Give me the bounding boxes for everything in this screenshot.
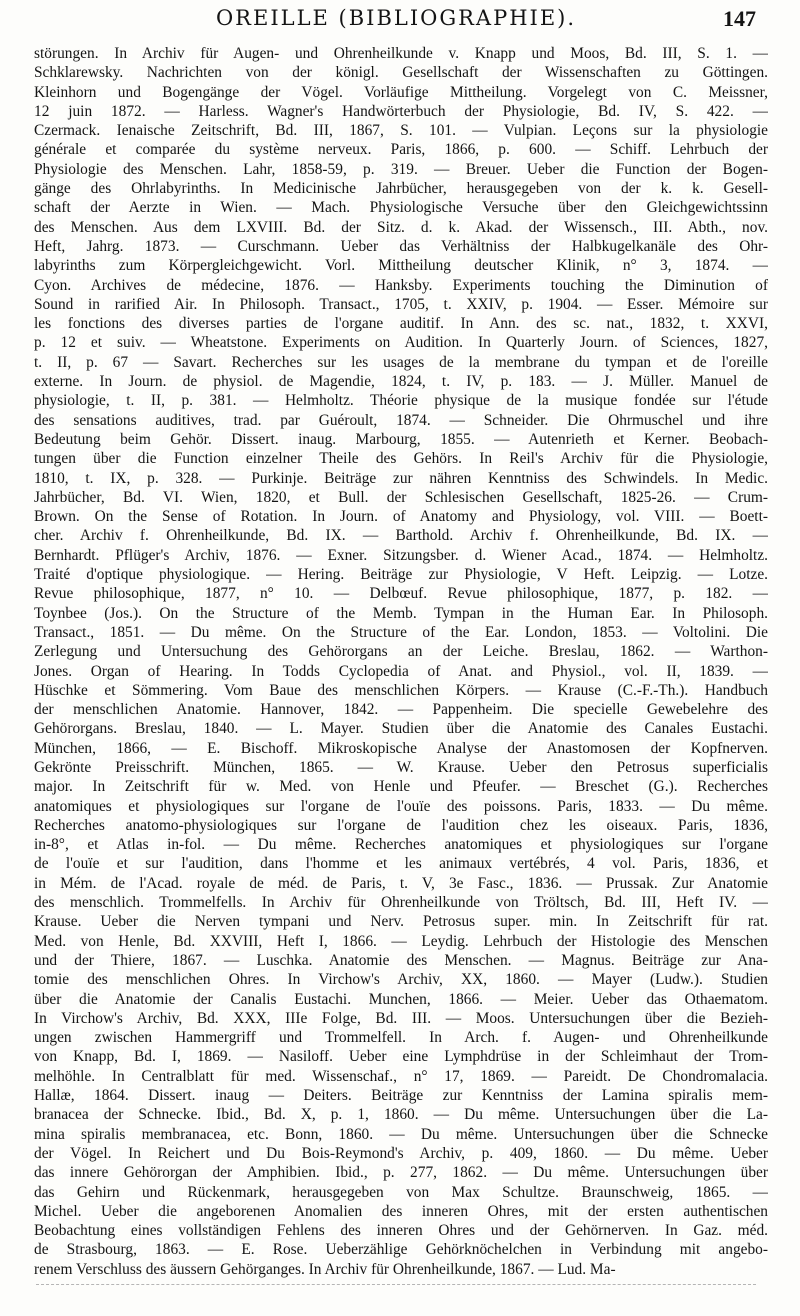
text-line: Gehörorgans. Breslau, 1840. — L. Mayer. Studien über die Anatomie des Canales Eustachi. xyxy=(34,720,768,738)
text-line: major. In Zeitschrift für w. Med. von Henle und Pfeufer. — Breschet (G.). Recherches xyxy=(34,778,768,796)
text-line: Gekrönte Preisschrift. München, 1865. — W. Krause. Ueber den Petrosus superficialis xyxy=(34,758,768,776)
text-line: Sound in rarified Air. In Philosoph. Transact., 1705, t. XXIV, p. 1904. — Esser. Mémoire sur xyxy=(34,295,768,313)
text-line: in-8°, et Atlas in-fol. — Du même. Recherches anatomiques et physiologiques sur l'organe xyxy=(34,836,768,854)
text-line: t. II, p. 67 — Savart. Recherches sur les usages de la membrane du tympan et de l'oreille xyxy=(34,353,768,371)
text-line: tungen über die Function einzelner Theile des Gehörs. In Reil's Archiv für die Physiologie, xyxy=(34,450,768,468)
text-line: ungen zwischen Hammergriff und Trommelfell. In Arch. f. Augen- und Ohrenheilkunde xyxy=(34,1029,768,1047)
text-line: externe. In Journ. de physiol. de Magendie, 1824, t. IV, p. 183. — J. Müller. Manuel de xyxy=(34,373,768,391)
text-line: Transact., 1851. — Du même. On the Structure of the Ear. London, 1853. — Voltolini. Die xyxy=(34,623,768,641)
text-line: störungen. In Archiv für Augen- und Ohrenheilkunde v. Knapp und Moos, Bd. III, S. 1. — xyxy=(34,45,768,62)
text-line: Recherches anatomo-physiologiques sur l'organe de l'audition chez les oiseaux. Paris, 1836, xyxy=(34,816,768,834)
text-line: des menschlich. Trommelfells. In Archiv für Ohrenheilkunde von Tröltsch, Bd. III, Heft IV. — xyxy=(34,894,768,912)
text-line: gänge des Ohrlabyrinths. In Medicinische Jahrbücher, herausgegeben von der k. k. Gesell- xyxy=(34,180,768,198)
bibliography-text xyxy=(34,44,768,1279)
text-line: Michel. Ueber die angeborenen Anomalien des inneren Ohres, mit der ersten authentischen xyxy=(34,1202,768,1220)
text-line: de l'ouïe et sur l'audition, dans l'homme et les animaux vertébrés, 4 vol. Paris, 1836, et xyxy=(34,855,768,873)
text-line: 1810, t. IX, p. 328. — Purkinje. Beiträge zur nähren Kenntniss des Schwindels. In Medic. xyxy=(34,469,768,487)
text-line: Zerlegung und Untersuchung des Gehörorgans an der Leiche. Breslau, 1862. — Warthon- xyxy=(34,643,768,661)
text-line: in Mém. de l'Acad. royale de méd. de Paris, t. V, 3e Fasc., 1836. — Prussak. Zur Anatomie xyxy=(34,874,768,892)
running-title: OREILLE (BIBLIOGRAPHIE). xyxy=(215,6,577,30)
text-line: des Menschen. Aus dem LXVIII. Bd. der Sitz. d. k. Akad. der Wissensch., III. Abth., nov. xyxy=(34,218,768,236)
text-line: von Knapp, Bd. I, 1869. — Nasiloff. Ueber eine Lymphdrüse in der Schleimhaut der Trom- xyxy=(34,1048,768,1066)
text-line: renem Verschluss des äussern Gehörganges. In Archiv für Ohrenheilkunde, 1867. — Lud. Ma- xyxy=(34,1260,616,1278)
text-line: Kleinhorn und Bogengänge der Vögel. Vorläufige Mittheilung. Vorgelegt von C. Meissner, xyxy=(34,83,768,101)
text-line: de Strasbourg, 1863. — E. Rose. Ueberzählige Gehörknöchelchen in Verbindung mit angebo- xyxy=(34,1241,768,1259)
text-line: Revue philosophique, 1877, n° 10. — Delbœuf. Revue philosophique, 1877, p. 182. — xyxy=(34,585,768,603)
page-number: 147 xyxy=(723,6,756,31)
text-line: In Virchow's Archiv, Bd. XXX, IIIe Folge, Bd. III. — Moos. Untersuchungen über die Bezieh- xyxy=(34,1009,768,1027)
text-line: Bedeutung beim Gehör. Dissert. inaug. Marbourg, 1855. — Autenrieth et Kerner. Beobach- xyxy=(34,430,768,448)
text-line: und der Thiere, 1867. — Luschka. Anatomie des Menschen. — Magnus. Beiträge zur Ana- xyxy=(34,951,768,969)
text-line: das innere Gehörorgan der Amphibien. Ibid., p. 277, 1862. — Du même. Untersuchungen über xyxy=(34,1164,768,1182)
text-line: über die Anatomie der Canalis Eustachi. Munchen, 1866. — Meier. Ueber das Othaematom. xyxy=(34,990,768,1008)
text-line: des sensations auditives, trad. par Guéroult, 1874. — Schneider. Die Ohrmuschel und ihre xyxy=(34,411,768,429)
text-line: branacea der Schnecke. Ibid., Bd. X, p. 1, 1860. — Du même. Untersuchungen über die La- xyxy=(34,1106,768,1124)
text-line: Toynbee (Jos.). On the Structure of the Memb. Tympan in the Human Ear. In Philosoph. xyxy=(34,604,768,622)
text-line: Krause. Ueber die Nerven tympani und Nerv. Petrosus super. min. In Zeitschrift für rat. xyxy=(34,913,768,931)
text-line: anatomiques et physiologiques sur l'organe de l'ouïe des poissons. Paris, 1833. — Du même. xyxy=(34,797,768,815)
bottom-rule xyxy=(36,1284,756,1285)
text-line: Brown. On the Sense of Rotation. In Journ. of Anatomy and Physiology, vol. VIII. — Boett- xyxy=(34,508,768,526)
text-line: labyrinths zum Körpergleichgewicht. Vorl. Mittheilung deutscher Klinik, n° 3, 1874. — xyxy=(34,257,768,275)
text-line: tomie des menschlichen Ohres. In Virchow's Archiv, XX, 1860. — Mayer (Ludw.). Studien xyxy=(34,971,768,989)
text-line: Heft, Jahrg. 1873. — Curschmann. Ueber das Verhältniss der Halbkugelkanäle des Ohr- xyxy=(34,237,768,255)
text-line: Bernhardt. Pflüger's Archiv, 1876. — Exner. Sitzungsber. d. Wiener Acad., 1874. — Helmholtz. xyxy=(34,546,768,564)
text-line: Traité d'optique physiologique. — Hering. Beiträge zur Physiologie, V Heft. Leipzig. — Lotze. xyxy=(34,566,768,584)
text-line: Med. von Henle, Bd. XXVIII, Heft I, 1866. — Leydig. Lehrbuch der Histologie des Menschen xyxy=(34,932,768,950)
text-line: les fonctions des diverses parties de l'organe auditif. In Ann. des sc. nat., 1832, t. XXVI, xyxy=(34,315,768,333)
text-line: Jones. Organ of Hearing. In Todds Cyclopedia of Anat. and Physiol., vol. II, 1839. — xyxy=(34,662,768,680)
text-line: cher. Archiv f. Ohrenheilkunde, Bd. IX. — Barthold. Archiv f. Ohrenheilkunde, Bd. IX. — xyxy=(34,527,768,545)
text-line: Hallæ, 1864. Dissert. inaug — Deiters. Beiträge zur Kenntniss der Lamina spiralis mem- xyxy=(34,1087,768,1105)
text-line: 12 juin 1872. — Harless. Wagner's Handwörterbuch der Physiologie, Bd. IV, S. 422. — xyxy=(34,102,768,120)
text-line: das Gehirn und Rückenmark, herausgegeben von Max Schultze. Braunschweig, 1865. — xyxy=(34,1183,768,1201)
text-line: melhöhle. In Centralblatt für med. Wissenschaf., n° 17, 1869. — Pareidt. De Chondromalacia. xyxy=(34,1067,768,1085)
text-line: Schklarewsky. Nachrichten von der königl. Gesellschaft der Wissenschaften zu Göttingen. xyxy=(34,64,768,82)
text-line: Physiologie des Menschen. Lahr, 1858-59, p. 319. — Breuer. Ueber die Function der Bogen- xyxy=(34,160,768,178)
running-head xyxy=(36,4,756,38)
text-line: p. 12 et suiv. — Wheatstone. Experiments on Audition. In Quarterly Journ. of Sciences, 1827, xyxy=(34,334,768,352)
text-line: Jahrbücher, Bd. VI. Wien, 1820, et Bull. der Schlesischen Gesellschaft, 1825-26. — Crum- xyxy=(34,488,768,506)
text-line: Cyon. Archives de médecine, 1876. — Hanksby. Experiments touching the Diminution of xyxy=(34,276,768,294)
text-line: physiologie, t. II, p. 381. — Helmholtz. Théorie physique de la musique fondée sur l'étude xyxy=(34,392,768,410)
text-line: schaft der Aerzte in Wien. — Mach. Physiologische Versuche über den Gleichgewichtssinn xyxy=(34,199,768,217)
text-line: Czermack. Ienaische Zeitschrift, Bd. III, 1867, S. 101. — Vulpian. Leçons sur la physiologie xyxy=(34,122,768,140)
text-line: générale et comparée du système nerveux. Paris, 1866, p. 600. — Schiff. Lehrbuch der xyxy=(34,141,768,159)
text-line: der menschlichen Anatomie. Hannover, 1842. — Pappenheim. Die specielle Gewebelehre des xyxy=(34,701,768,719)
text-line: Beobachtung eines vollständigen Fehlens des inneren Ohres und der Gehörnerven. In Gaz. méd. xyxy=(34,1222,768,1240)
text-line: der Vögel. In Reichert und Du Bois-Reymond's Archiv, p. 409, 1860. — Du même. Ueber xyxy=(34,1144,768,1162)
text-line: mina spiralis membranacea, etc. Bonn, 1860. — Du même. Untersuchungen über die Schnecke xyxy=(34,1125,768,1143)
text-line: Hüschke et Sömmering. Vom Baue des menschlichen Körpers. — Krause (C.-F.-Th.). Handbuch xyxy=(34,681,768,699)
text-line: München, 1866, — E. Bischoff. Mikroskopische Analyse der Anastomosen der Kopfnerven. xyxy=(34,739,768,757)
